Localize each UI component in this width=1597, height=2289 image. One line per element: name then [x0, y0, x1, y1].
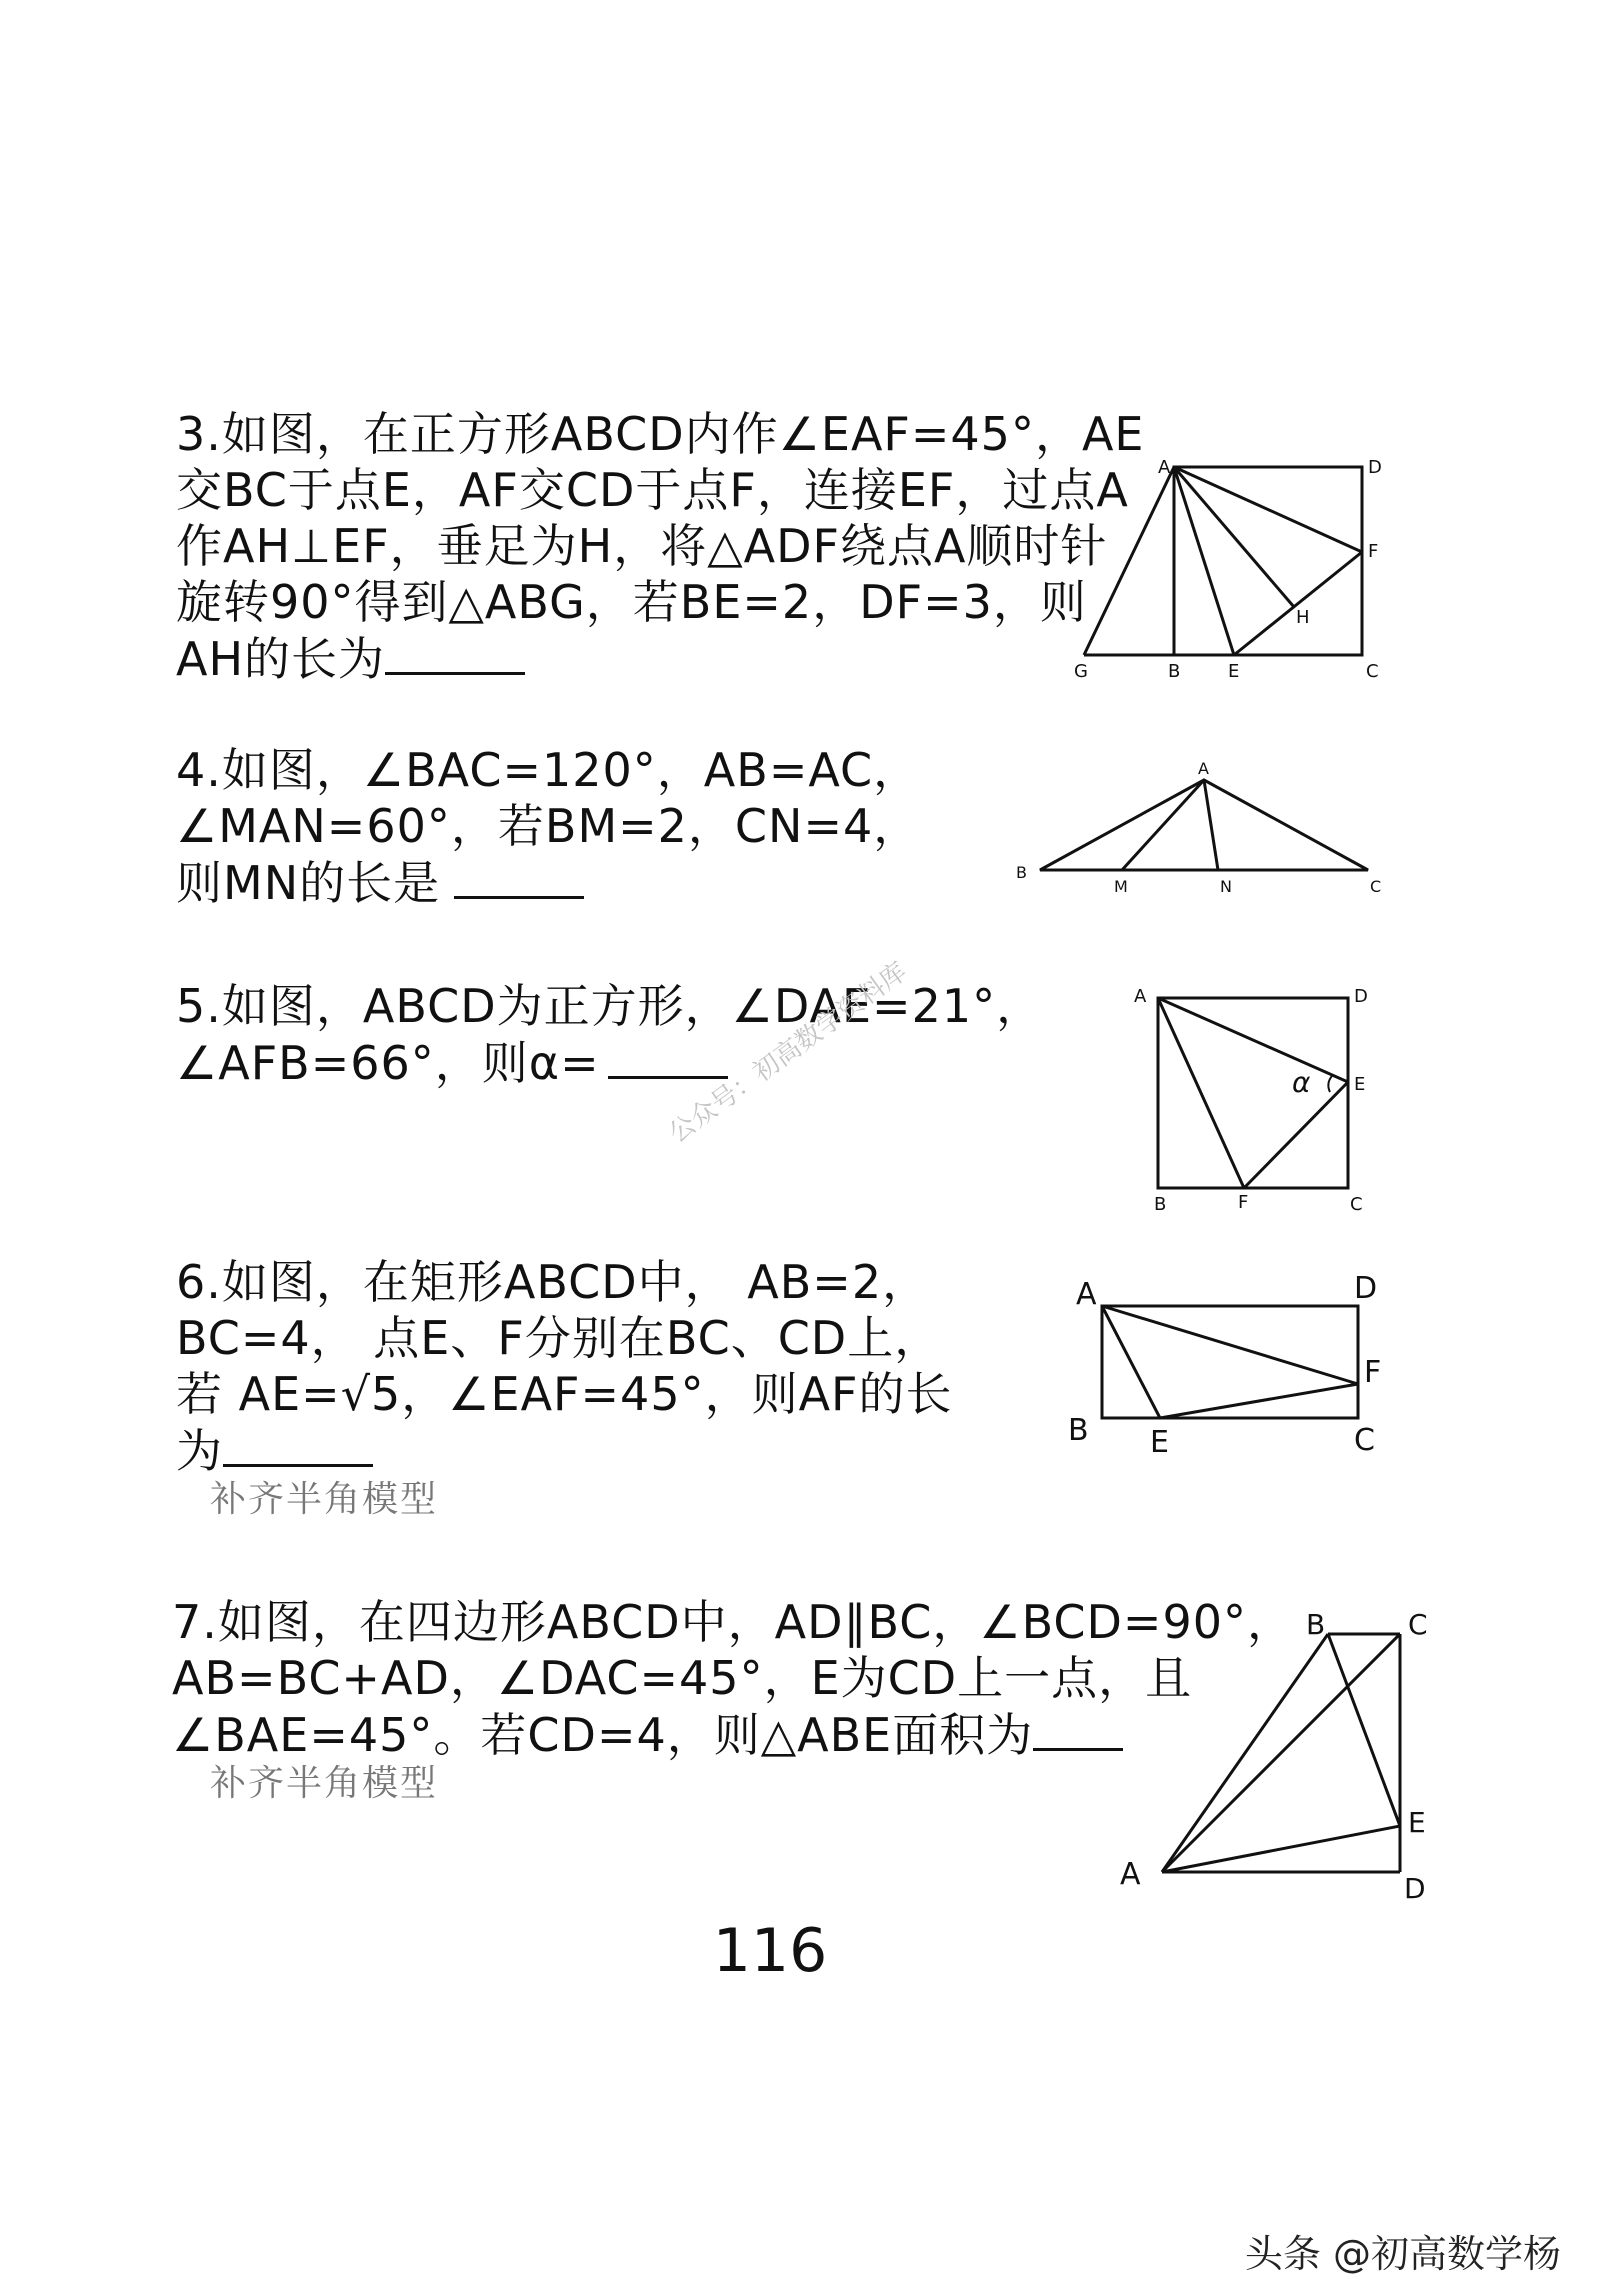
- segment-be: [1328, 1634, 1400, 1826]
- problem-5-figure: [1120, 980, 1380, 1215]
- segment-ae: [1158, 998, 1348, 1082]
- label-m: M: [1114, 877, 1128, 896]
- label-d: D: [1404, 1872, 1426, 1905]
- answer-blank-4[interactable]: [454, 856, 584, 899]
- problem-6-figure: [1060, 1260, 1400, 1470]
- label-n: N: [1220, 877, 1232, 896]
- segment-ag: [1084, 467, 1174, 655]
- label-b: B: [1154, 1194, 1167, 1215]
- problem-3-line-4: 旋转90°得到△ABG，若BE=2，DF=3，则: [176, 575, 1087, 629]
- segment-ab: [1162, 1634, 1328, 1872]
- problem-6-question-text: 为: [176, 1424, 223, 1478]
- label-h: H: [1296, 607, 1310, 628]
- label-b: B: [1306, 1608, 1326, 1641]
- answer-blank-3[interactable]: [385, 632, 525, 675]
- label-a: A: [1198, 759, 1209, 778]
- problem-3-line-3: 作AH⊥EF，垂足为H，将△ADF绕点A顺时针: [176, 519, 1108, 573]
- label-d: D: [1368, 457, 1382, 478]
- problem-5-question-text: ∠AFB=66°，则α=: [176, 1036, 600, 1090]
- answer-blank-5[interactable]: [608, 1036, 728, 1079]
- segment-ae: [1174, 467, 1234, 655]
- segment-af: [1174, 467, 1362, 552]
- label-a: A: [1120, 1857, 1141, 1892]
- problem-5-line-1: 5.如图，ABCD为正方形，∠DAE=21°，: [176, 979, 1044, 1033]
- problem-7-line-2: AB=BC+AD，∠DAC=45°，E为CD上一点，且: [172, 1651, 1193, 1705]
- segment-af: [1102, 1306, 1358, 1384]
- watermark: 公众号：初高数学资料库: [663, 956, 913, 1150]
- label-d: D: [1354, 1271, 1378, 1306]
- square-abcd: [1158, 998, 1348, 1188]
- problem-3-line-2: 交BC于点E，AF交CD于点F，连接EF，过点A: [176, 463, 1129, 517]
- segment-ac: [1162, 1634, 1400, 1872]
- label-b: B: [1168, 661, 1181, 682]
- label-f: F: [1368, 541, 1379, 562]
- label-e: E: [1150, 1425, 1169, 1460]
- label-g: G: [1074, 661, 1088, 682]
- label-c: C: [1350, 1194, 1363, 1215]
- problem-6-line-2: BC=4， 点E、F分别在BC、CD上，: [176, 1311, 942, 1365]
- problem-6-hint: 补齐半角模型: [210, 1479, 439, 1520]
- label-f: F: [1238, 1192, 1249, 1213]
- segment-am: [1122, 780, 1204, 870]
- problem-3-line-1: 3.如图，在正方形ABCD内作∠EAF=45°，AE: [176, 407, 1145, 461]
- label-b: B: [1068, 1413, 1089, 1448]
- label-c: C: [1370, 877, 1382, 896]
- label-a: A: [1134, 986, 1147, 1007]
- label-c: C: [1366, 661, 1379, 682]
- label-d: D: [1354, 986, 1368, 1007]
- segment-ae: [1102, 1306, 1160, 1418]
- label-a: A: [1076, 1277, 1097, 1312]
- label-f: F: [1364, 1355, 1382, 1390]
- triangle-abc: [1040, 780, 1368, 870]
- angle-alpha-arc: [1328, 1076, 1332, 1092]
- label-e: E: [1354, 1074, 1366, 1095]
- problem-6-line-4: [176, 1424, 373, 1477]
- problem-3-line-5: [176, 632, 525, 685]
- problem-4-question-text: 则MN的长是: [176, 856, 441, 910]
- page-number: 116: [712, 1916, 828, 1986]
- label-e: E: [1408, 1806, 1426, 1839]
- problem-3-figure: [1060, 455, 1400, 685]
- problem-7-figure: [1110, 1600, 1450, 1920]
- problem-4-line-2: ∠MAN=60°，若BM=2，CN=4，: [176, 799, 921, 853]
- problem-5-line-2: [176, 1036, 728, 1089]
- label-c: C: [1354, 1423, 1375, 1458]
- segment-ef: [1234, 552, 1362, 655]
- label-e: E: [1228, 661, 1240, 682]
- problem-7-hint: 补齐半角模型: [210, 1763, 439, 1804]
- label-alpha: α: [1292, 1066, 1311, 1099]
- rectangle-abcd: [1102, 1306, 1358, 1418]
- problem-7-question-text: ∠BAE=45°。若CD=4，则△ABE面积为: [172, 1708, 1034, 1762]
- problem-4-figure: [1010, 760, 1390, 900]
- label-c: C: [1408, 1608, 1428, 1641]
- segment-af: [1158, 998, 1244, 1188]
- segment-an: [1204, 780, 1218, 870]
- segment-ae: [1162, 1826, 1400, 1872]
- label-b: B: [1016, 863, 1027, 882]
- label-a: A: [1158, 457, 1171, 478]
- problem-6-line-3: 若 AE=√5，∠EAF=45°，则AF的长: [176, 1367, 953, 1421]
- segment-ef: [1160, 1384, 1358, 1418]
- author-footer: 头条 @初高数学杨: [1244, 2232, 1561, 2276]
- problem-3-question-text: AH的长为: [176, 632, 386, 686]
- segment-ah: [1174, 467, 1294, 607]
- problem-7-line-3: [172, 1708, 1123, 1761]
- answer-blank-6[interactable]: [223, 1424, 373, 1467]
- problem-4-line-3: [176, 856, 584, 909]
- problem-4-line-1: 4.如图，∠BAC=120°，AB=AC，: [176, 743, 921, 797]
- problem-6-line-1: 6.如图，在矩形ABCD中， AB=2，: [176, 1255, 930, 1309]
- problem-7-line-1: 7.如图，在四边形ABCD中，AD∥BC，∠BCD=90°，: [172, 1595, 1295, 1649]
